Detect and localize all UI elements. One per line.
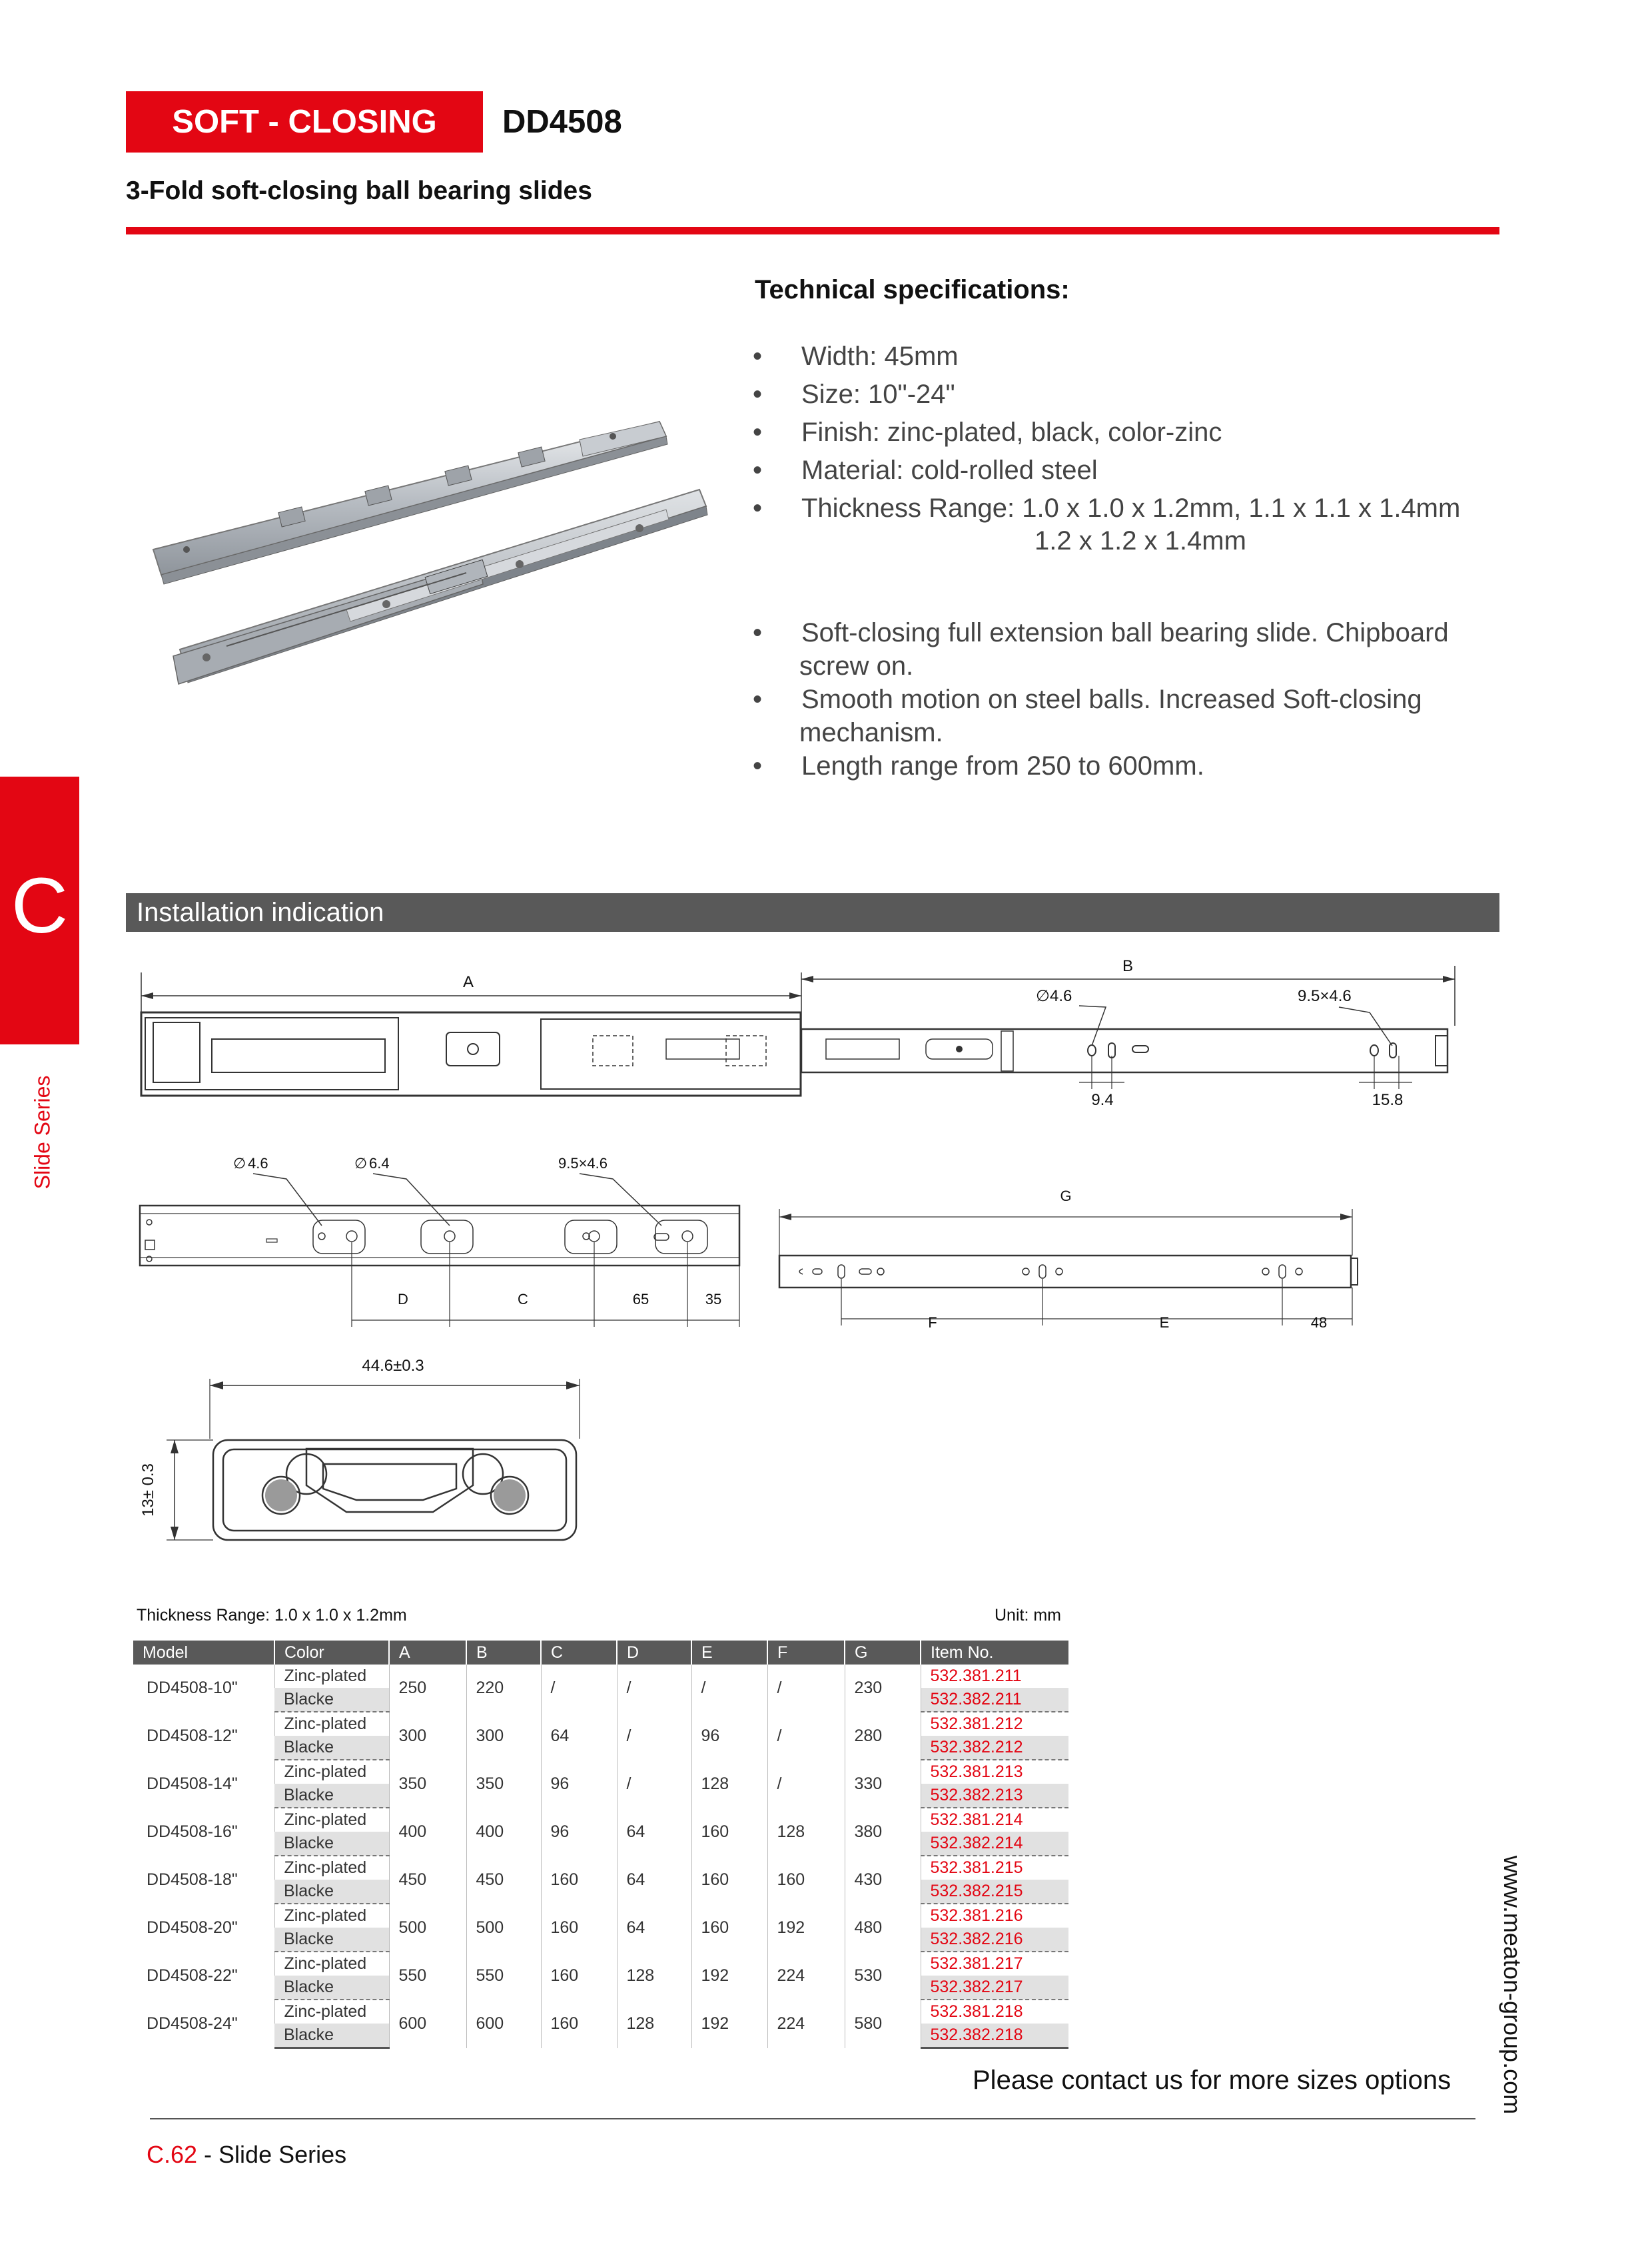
dim-cell-d: 64 xyxy=(617,1856,691,1904)
dim-cell-e: 160 xyxy=(691,1856,767,1904)
dim-cell-e: 128 xyxy=(691,1760,767,1808)
dim-cell-g: 530 xyxy=(845,1952,921,2000)
product-subtitle: 3-Fold soft-closing ball bearing slides xyxy=(126,177,592,205)
dim-cell-f: 224 xyxy=(767,1952,845,2000)
website-label xyxy=(1492,1852,1532,2118)
dim-cell-e: 192 xyxy=(691,2000,767,2048)
dim-65-label: 65 xyxy=(632,1291,649,1308)
table-body xyxy=(133,1665,1068,2048)
section-height-label: 13± 0.3 xyxy=(139,1463,157,1517)
footer-separator: - xyxy=(197,2141,219,2168)
section-series-text: Slide Series xyxy=(30,1075,55,1190)
spec-bullet: • xyxy=(753,751,763,781)
item-number-cell: 532.381.212 xyxy=(921,1712,1068,1736)
dim-cell-a: 500 xyxy=(389,1904,466,1952)
color-cell: Zinc-plated xyxy=(274,1712,389,1736)
col-header-g: G xyxy=(845,1641,921,1665)
dia-symbol: ∅ xyxy=(233,1155,246,1172)
dim-cell-e: 96 xyxy=(691,1712,767,1760)
dim-f-label: F xyxy=(928,1314,937,1331)
spec-material: Material: cold-rolled steel xyxy=(801,456,1098,485)
spec-bullet: • xyxy=(753,418,763,447)
category-badge: SOFT - CLOSING xyxy=(126,91,483,153)
slide-extended xyxy=(173,490,707,684)
dim-cell-f: / xyxy=(767,1665,845,1712)
dim-cell-e: 160 xyxy=(691,1808,767,1856)
dim-94-label: 9.4 xyxy=(1091,1091,1114,1109)
dia-symbol: ∅ xyxy=(1036,987,1050,1005)
dim-cell-g: 580 xyxy=(845,2000,921,2048)
table-row xyxy=(133,1808,1068,1832)
specs-title: Technical specifications: xyxy=(755,275,1070,304)
slot-size-label: 9.5×4.6 xyxy=(558,1155,608,1172)
dim-b-label: B xyxy=(1122,957,1134,975)
contact-note: Please contact us for more sizes options xyxy=(973,2065,1451,2095)
dim-cell-b: 500 xyxy=(466,1904,541,1952)
table-row xyxy=(133,1856,1068,1880)
dim-cell-b: 350 xyxy=(466,1760,541,1808)
dim-cell-e: 160 xyxy=(691,1904,767,1952)
color-cell: Zinc-plated xyxy=(274,2000,389,2024)
item-number-cell: 532.381.218 xyxy=(921,2000,1068,2024)
dim-cell-g: 230 xyxy=(845,1665,921,1712)
dim-cell-a: 350 xyxy=(389,1760,466,1808)
dim-cell-f: / xyxy=(767,1712,845,1760)
dim-cell-e: 192 xyxy=(691,1952,767,2000)
product-image xyxy=(147,410,733,709)
spec-bullet: • xyxy=(753,685,763,714)
dim-cell-d: 128 xyxy=(617,1952,691,2000)
color-cell: Zinc-plated xyxy=(274,1856,389,1880)
item-number-cell: 532.382.211 xyxy=(921,1688,1068,1712)
dim-cell-a: 550 xyxy=(389,1952,466,2000)
page-footer xyxy=(147,2140,346,2169)
dim-cell-c: / xyxy=(541,1665,617,1712)
hole-diameter-64: 6.4 xyxy=(369,1155,390,1172)
dim-cell-d: / xyxy=(617,1665,691,1712)
feature-2: Smooth motion on steel balls. Increased Soft-closing xyxy=(801,685,1422,714)
model-cell: DD4508-18" xyxy=(147,1870,238,1889)
installation-title: Installation indication xyxy=(137,898,384,927)
dim-48-label: 48 xyxy=(1310,1314,1328,1331)
dim-cell-e: / xyxy=(691,1665,767,1712)
hole-diameter-46: 4.6 xyxy=(1050,987,1072,1005)
spec-bullet: • xyxy=(753,380,763,409)
model-code: DD4508 xyxy=(502,104,622,140)
table-row xyxy=(133,1760,1068,1784)
model-cell: DD4508-12" xyxy=(147,1726,238,1745)
color-cell: Zinc-plated xyxy=(274,1665,389,1688)
dim-cell-b: 300 xyxy=(466,1712,541,1760)
item-number-cell: 532.382.215 xyxy=(921,1880,1068,1904)
col-header-b: B xyxy=(466,1641,541,1665)
item-number-cell: 532.382.212 xyxy=(921,1736,1068,1760)
dim-cell-f: / xyxy=(767,1760,845,1808)
dim-cell-f: 192 xyxy=(767,1904,845,1952)
dim-cell-b: 400 xyxy=(466,1808,541,1856)
dim-cell-b: 450 xyxy=(466,1856,541,1904)
dim-cell-c: 160 xyxy=(541,1952,617,2000)
dim-c-label: C xyxy=(518,1291,528,1308)
color-cell: Zinc-plated xyxy=(274,1904,389,1928)
drawing-drawer-member xyxy=(773,1182,1372,1335)
spec-bullet: • xyxy=(753,618,763,647)
item-number-cell: 532.381.211 xyxy=(921,1665,1068,1688)
dim-cell-g: 380 xyxy=(845,1808,921,1856)
dim-cell-c: 64 xyxy=(541,1712,617,1760)
spec-width: Width: 45mm xyxy=(801,342,959,371)
footer-divider xyxy=(150,2118,1475,2119)
dim-cell-d: / xyxy=(617,1712,691,1760)
dim-cell-a: 300 xyxy=(389,1712,466,1760)
table-row xyxy=(133,1952,1068,1976)
spec-thickness-cont: 1.2 x 1.2 x 1.4mm xyxy=(1034,526,1246,556)
dim-cell-c: 96 xyxy=(541,1760,617,1808)
header-divider xyxy=(126,227,1499,234)
spec-thickness: Thickness Range: 1.0 x 1.0 x 1.2mm, 1.1 x 1.1 x 1.4mm xyxy=(801,494,1461,523)
table-row xyxy=(133,2000,1068,2024)
dim-d-label: D xyxy=(398,1291,408,1308)
col-header-e: E xyxy=(691,1641,767,1665)
dim-cell-g: 430 xyxy=(845,1856,921,1904)
dim-cell-c: 160 xyxy=(541,1904,617,1952)
item-number-cell: 532.382.213 xyxy=(921,1784,1068,1808)
page-number: C.62 xyxy=(147,2141,198,2168)
dia-symbol: ∅ xyxy=(354,1155,368,1172)
col-header-c: C xyxy=(541,1641,617,1665)
dim-cell-a: 600 xyxy=(389,2000,466,2048)
color-cell: Blacke xyxy=(274,1880,389,1904)
spec-bullet: • xyxy=(753,456,763,485)
model-cell: DD4508-10" xyxy=(147,1679,238,1697)
spec-bullet: • xyxy=(753,494,763,523)
table-unit: Unit: mm xyxy=(995,1606,1061,1625)
color-cell: Blacke xyxy=(274,1928,389,1952)
model-cell: DD4508-22" xyxy=(147,1966,238,1985)
feature-1: Soft-closing full extension ball bearing slide. Chipboard xyxy=(801,618,1449,647)
col-header-d: D xyxy=(617,1641,691,1665)
color-cell: Blacke xyxy=(274,1736,389,1760)
item-number-cell: 532.381.215 xyxy=(921,1856,1068,1880)
section-width-label: 44.6±0.3 xyxy=(362,1357,424,1375)
drawing-side-view xyxy=(133,946,1479,1146)
dim-cell-a: 450 xyxy=(389,1856,466,1904)
table-row xyxy=(133,1904,1068,1928)
item-number-cell: 532.381.214 xyxy=(921,1808,1068,1832)
color-cell: Zinc-plated xyxy=(274,1760,389,1784)
spec-bullet: • xyxy=(753,342,763,371)
dim-e-label: E xyxy=(1159,1314,1170,1331)
feature-1-cont: screw on. xyxy=(799,651,914,681)
dim-cell-c: 160 xyxy=(541,1856,617,1904)
dim-cell-f: 224 xyxy=(767,2000,845,2048)
model-cell: DD4508-24" xyxy=(147,2014,238,2033)
col-header-a: A xyxy=(389,1641,466,1665)
spec-finish: Finish: zinc-plated, black, color-zinc xyxy=(801,418,1222,447)
section-letter: C xyxy=(11,862,69,950)
dim-cell-a: 400 xyxy=(389,1808,466,1856)
col-header-f: F xyxy=(767,1641,845,1665)
dim-cell-c: 160 xyxy=(541,2000,617,2048)
model-cell: DD4508-20" xyxy=(147,1918,238,1937)
color-cell: Blacke xyxy=(274,1832,389,1856)
model-cell: DD4508-16" xyxy=(147,1822,238,1841)
color-cell: Blacke xyxy=(274,2024,389,2048)
table-caption: Thickness Range: 1.0 x 1.0 x 1.2mm xyxy=(137,1606,407,1625)
dimensions-table xyxy=(133,1641,1068,2049)
drawing-cabinet-member xyxy=(133,1152,759,1332)
item-number-cell: 532.382.216 xyxy=(921,1928,1068,1952)
item-number-cell: 532.382.218 xyxy=(921,2024,1068,2048)
dim-cell-d: 128 xyxy=(617,2000,691,2048)
hole-diameter-46: 4.6 xyxy=(248,1155,268,1172)
table-row xyxy=(133,1712,1068,1736)
color-cell: Zinc-plated xyxy=(274,1808,389,1832)
color-cell: Blacke xyxy=(274,1784,389,1808)
dim-35-label: 35 xyxy=(705,1291,722,1308)
footer-section: Slide Series xyxy=(218,2141,347,2168)
slide-closed xyxy=(153,422,667,584)
dim-a-label: A xyxy=(462,973,474,991)
item-number-cell: 532.381.213 xyxy=(921,1760,1068,1784)
dim-cell-c: 96 xyxy=(541,1808,617,1856)
dim-cell-d: 64 xyxy=(617,1808,691,1856)
item-number-cell: 532.382.217 xyxy=(921,1976,1068,2000)
dim-cell-g: 330 xyxy=(845,1760,921,1808)
dim-cell-b: 550 xyxy=(466,1952,541,2000)
dim-cell-g: 280 xyxy=(845,1712,921,1760)
dim-cell-a: 250 xyxy=(389,1665,466,1712)
dim-cell-g: 480 xyxy=(845,1904,921,1952)
spec-size: Size: 10"-24" xyxy=(801,380,955,409)
dim-cell-d: 64 xyxy=(617,1904,691,1952)
color-cell: Zinc-plated xyxy=(274,1952,389,1976)
table-header-row xyxy=(133,1641,1068,1665)
col-header-model: Model xyxy=(133,1641,274,1665)
feature-3: Length range from 250 to 600mm. xyxy=(801,751,1204,781)
dim-cell-d: / xyxy=(617,1760,691,1808)
dim-g-label: G xyxy=(1060,1188,1072,1204)
drawing-cross-section xyxy=(127,1352,593,1565)
dim-cell-b: 220 xyxy=(466,1665,541,1712)
dim-cell-f: 160 xyxy=(767,1856,845,1904)
item-number-cell: 532.381.217 xyxy=(921,1952,1068,1976)
section-series-label xyxy=(16,1066,69,1199)
dim-cell-b: 600 xyxy=(466,2000,541,2048)
color-cell: Blacke xyxy=(274,1688,389,1712)
item-number-cell: 532.382.214 xyxy=(921,1832,1068,1856)
dim-cell-f: 128 xyxy=(767,1808,845,1856)
website-text: www.meaton-group.com xyxy=(1499,1855,1526,2115)
col-header-color: Color xyxy=(274,1641,389,1665)
item-number-cell: 532.381.216 xyxy=(921,1904,1068,1928)
col-header-item-no: Item No. xyxy=(921,1641,1068,1665)
color-cell: Blacke xyxy=(274,1976,389,2000)
slot-size-label: 9.5×4.6 xyxy=(1298,987,1352,1005)
model-cell: DD4508-14" xyxy=(147,1774,238,1793)
table-row xyxy=(133,1665,1068,1688)
feature-2-cont: mechanism. xyxy=(799,718,943,747)
dim-158-label: 15.8 xyxy=(1372,1091,1404,1109)
